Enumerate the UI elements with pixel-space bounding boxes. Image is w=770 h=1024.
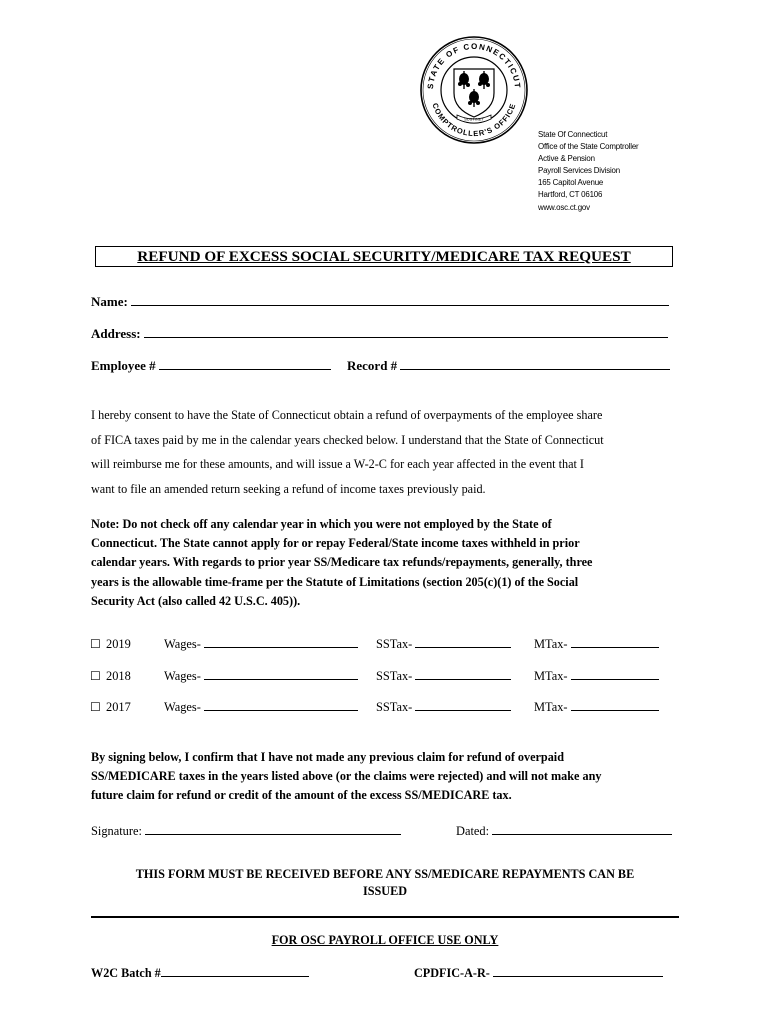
name-label: Name:	[91, 294, 128, 309]
employee-number-label: Employee #	[91, 358, 156, 373]
seal-banner-text: SUSTINET	[464, 116, 484, 122]
state-seal-logo	[419, 35, 529, 145]
dated-input-line[interactable]	[492, 824, 672, 835]
employee-number-field[interactable]	[91, 358, 331, 374]
wages-input-line[interactable]	[204, 700, 358, 711]
note-line: Security Act (also called 42 U.S.C. 405)).	[91, 593, 301, 608]
signature-input-line[interactable]	[145, 824, 401, 835]
name-field[interactable]	[91, 294, 669, 310]
consent-line: will reimburse me for these amounts, and will issue a W-2-C for each year affected in the event that I	[91, 457, 584, 472]
note-paragraph	[91, 515, 691, 611]
signature-label: Signature:	[91, 824, 142, 838]
sstax-field[interactable]	[376, 700, 511, 715]
section-divider	[91, 916, 679, 918]
mtax-field[interactable]	[534, 669, 659, 684]
consent-line: want to file an amended return seeking a refund of income taxes previously paid.	[91, 481, 486, 496]
sstax-field[interactable]	[376, 637, 511, 652]
year-label: 2017	[106, 700, 131, 714]
wages-label: Wages-	[164, 637, 201, 651]
cpdfic-field[interactable]	[414, 966, 663, 981]
consent-paragraph	[91, 403, 691, 501]
agency-line: Hartford, CT 06106	[538, 189, 603, 200]
notice-block	[91, 866, 679, 900]
notice-line: THIS FORM MUST BE RECEIVED BEFORE ANY SS/MEDICARE REPAYMENTS CAN BE	[135, 867, 635, 881]
signature-field[interactable]	[91, 824, 401, 839]
year-checkbox[interactable]: ☐	[90, 637, 101, 651]
notice-line: ISSUED	[362, 884, 408, 898]
note-line: years is the allowable time-frame per the Statute of Limitations (section 205(c)(1) of the Social	[91, 574, 579, 589]
seal-ring-top-text: STATE OF CONNECTICUT	[425, 41, 523, 90]
confirm-line: future claim for refund or credit of the amount of the excess SS/MEDICARE tax.	[91, 788, 512, 803]
sstax-label: SSTax-	[376, 637, 413, 651]
mtax-input-line[interactable]	[571, 669, 659, 680]
agency-line: 165 Capitol Avenue	[538, 177, 604, 188]
dated-field[interactable]	[456, 824, 672, 839]
year-checkbox[interactable]: ☐	[90, 669, 101, 683]
sstax-label: SSTax-	[376, 669, 413, 683]
wages-label: Wages-	[164, 700, 201, 714]
w2c-batch-field[interactable]	[91, 966, 309, 981]
year-label: 2019	[106, 637, 131, 651]
mtax-input-line[interactable]	[571, 637, 659, 648]
wages-field[interactable]	[164, 700, 358, 715]
agency-line: Payroll Services Division	[538, 165, 620, 176]
confirm-line: SS/MEDICARE taxes in the years listed above (or the claims were rejected) and will not make any	[91, 769, 602, 784]
employee-number-input-line[interactable]	[159, 359, 331, 370]
name-input-line[interactable]	[131, 295, 669, 306]
year-label: 2018	[106, 669, 131, 683]
consent-line: of FICA taxes paid by me in the calendar years checked below. I understand that the State of Connecticut	[91, 432, 604, 447]
agency-address-block	[538, 128, 638, 213]
wages-input-line[interactable]	[204, 669, 358, 680]
confirmation-paragraph	[91, 748, 691, 806]
wages-field[interactable]	[164, 637, 358, 652]
record-number-field[interactable]	[347, 358, 670, 374]
sstax-field[interactable]	[376, 669, 511, 684]
year-checkbox[interactable]: ☐	[90, 700, 101, 714]
wages-input-line[interactable]	[204, 637, 358, 648]
sstax-input-line[interactable]	[415, 700, 511, 711]
mtax-label: MTax-	[534, 669, 568, 683]
w2c-batch-label: W2C Batch #	[91, 966, 161, 980]
consent-line: I hereby consent to have the State of Connecticut obtain a refund of overpayments of the employee share	[91, 408, 603, 422]
note-line: Note: Do not check off any calendar year in which you were not employed by the State of	[91, 517, 552, 531]
agency-line: www.osc.ct.gov	[538, 201, 590, 212]
cpdfic-input-line[interactable]	[493, 966, 663, 977]
confirm-line: By signing below, I confirm that I have not made any previous claim for refund of overpaid	[91, 750, 564, 764]
agency-line: State Of Connecticut	[538, 129, 608, 139]
dated-label: Dated:	[456, 824, 490, 838]
agency-line: Active & Pension	[538, 153, 595, 164]
sstax-input-line[interactable]	[415, 669, 511, 680]
mtax-input-line[interactable]	[571, 700, 659, 711]
address-label: Address:	[91, 326, 141, 341]
mtax-field[interactable]	[534, 700, 659, 715]
office-use-heading: FOR OSC PAYROLL OFFICE USE ONLY	[271, 933, 499, 947]
address-field[interactable]	[91, 326, 668, 342]
mtax-label: MTax-	[534, 637, 568, 651]
cpdfic-label: CPDFIC-A-R-	[414, 966, 490, 980]
mtax-field[interactable]	[534, 637, 659, 652]
note-line: calendar years. With regards to prior year SS/Medicare tax refunds/repayments, generally, three	[91, 555, 593, 570]
seal-ring-bottom-text: COMPTROLLER'S OFFICE	[430, 101, 518, 139]
address-input-line[interactable]	[144, 327, 668, 338]
sstax-label: SSTax-	[376, 700, 413, 714]
wages-label: Wages-	[164, 669, 201, 683]
mtax-label: MTax-	[534, 700, 568, 714]
sstax-input-line[interactable]	[415, 637, 511, 648]
wages-field[interactable]	[164, 669, 358, 684]
w2c-batch-input-line[interactable]	[161, 966, 309, 977]
agency-line: Office of the State Comptroller	[538, 141, 639, 152]
form-title: REFUND OF EXCESS SOCIAL SECURITY/MEDICARE TAX REQUEST	[95, 246, 673, 267]
record-number-label: Record #	[347, 358, 398, 373]
note-line: Connecticut. The State cannot apply for or repay Federal/State income taxes withheld in prior	[91, 536, 580, 551]
record-number-input-line[interactable]	[400, 359, 670, 370]
